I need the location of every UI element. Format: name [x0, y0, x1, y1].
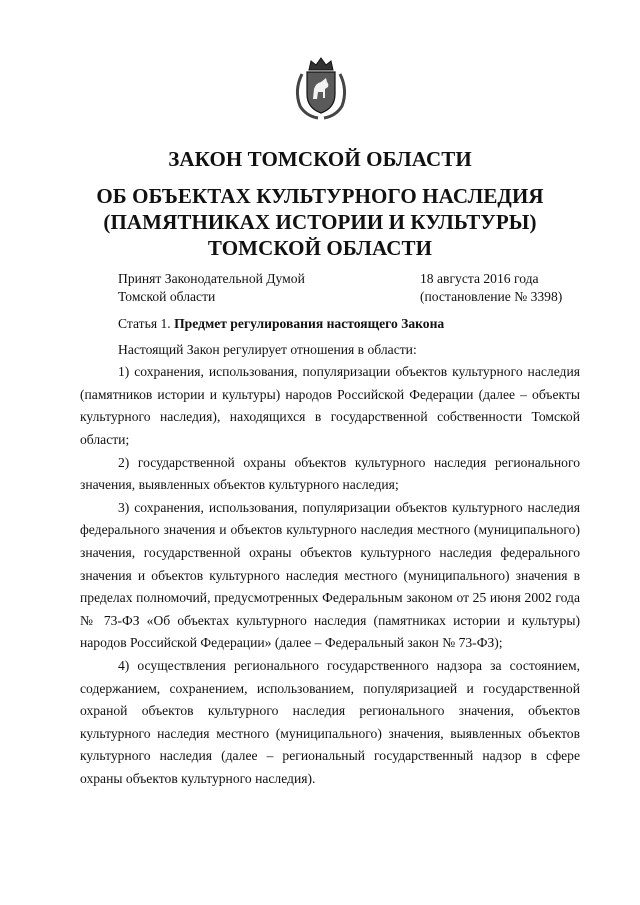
- resolution-number: (постановление № 3398): [420, 289, 563, 304]
- coat-of-arms-emblem: [292, 56, 350, 120]
- subject-line: ОБ ОБЪЕКТАХ КУЛЬТУРНОГО НАСЛЕДИЯ: [96, 184, 544, 208]
- subject-line: ТОМСКОЙ ОБЛАСТИ: [207, 236, 433, 260]
- adoption-date: 18 августа 2016 года: [420, 271, 539, 286]
- document-body: [80, 313, 580, 790]
- article-item: 1) сохранения, использования, популяризации объектов культурного наследия (памятников истории и культуры) народов Российской Федерации (далее – объекты культурного наследия), находящихся в государственной собственности Томской области;: [80, 364, 580, 447]
- article-label: Статья 1.: [118, 316, 171, 331]
- adopted-by-line: Принят Законодательной Думой: [118, 271, 305, 286]
- article-intro: Настоящий Закон регулирует отношения в области:: [118, 341, 417, 357]
- article-item: 2) государственной охраны объектов культурного наследия регионального значения, выявленных объектов культурного наследия;: [80, 454, 580, 493]
- subject-line: (ПАМЯТНИКАХ ИСТОРИИ И КУЛЬТУРЫ): [103, 210, 537, 234]
- article-heading: [80, 313, 580, 336]
- adopted-by-region: Томской области: [118, 289, 216, 304]
- article-item: 4) осуществления регионального государственного надзора за состоянием, содержанием, сохранением, использованием, популяризацией и государственной охраной объектов культурного наследия регионального значения, объектов культурного наследия местного (муниципального) значения, выявленных объектов культурного наследия (далее – региональный государственный надзор в сфере охраны объектов культурного наследия).: [80, 657, 580, 786]
- article-item: 3) сохранения, использования, популяризации объектов культурного наследия федерального значения и объектов культурного наследия местного (муниципального) значения, государственной охраны объектов культурного наследия федерального значения и объектов культурного наследия местного (муниципального) значения в пределах полномочий, предусмотренных Федеральным законом от 25 июня 2002 года № 73-ФЗ «Об объектах культурного наследия (памятниках истории и культуры) народов Российской Федерации» (далее – Федеральный закон № 73-ФЗ);: [80, 499, 580, 651]
- adoption-date-info: [420, 270, 562, 306]
- adoption-info: [118, 270, 305, 306]
- law-title: ЗАКОН ТОМСКОЙ ОБЛАСТИ: [168, 147, 472, 171]
- article-title: Предмет регулирования настоящего Закона: [174, 316, 445, 331]
- law-subject: [0, 183, 640, 261]
- coat-of-arms-icon: [292, 56, 350, 120]
